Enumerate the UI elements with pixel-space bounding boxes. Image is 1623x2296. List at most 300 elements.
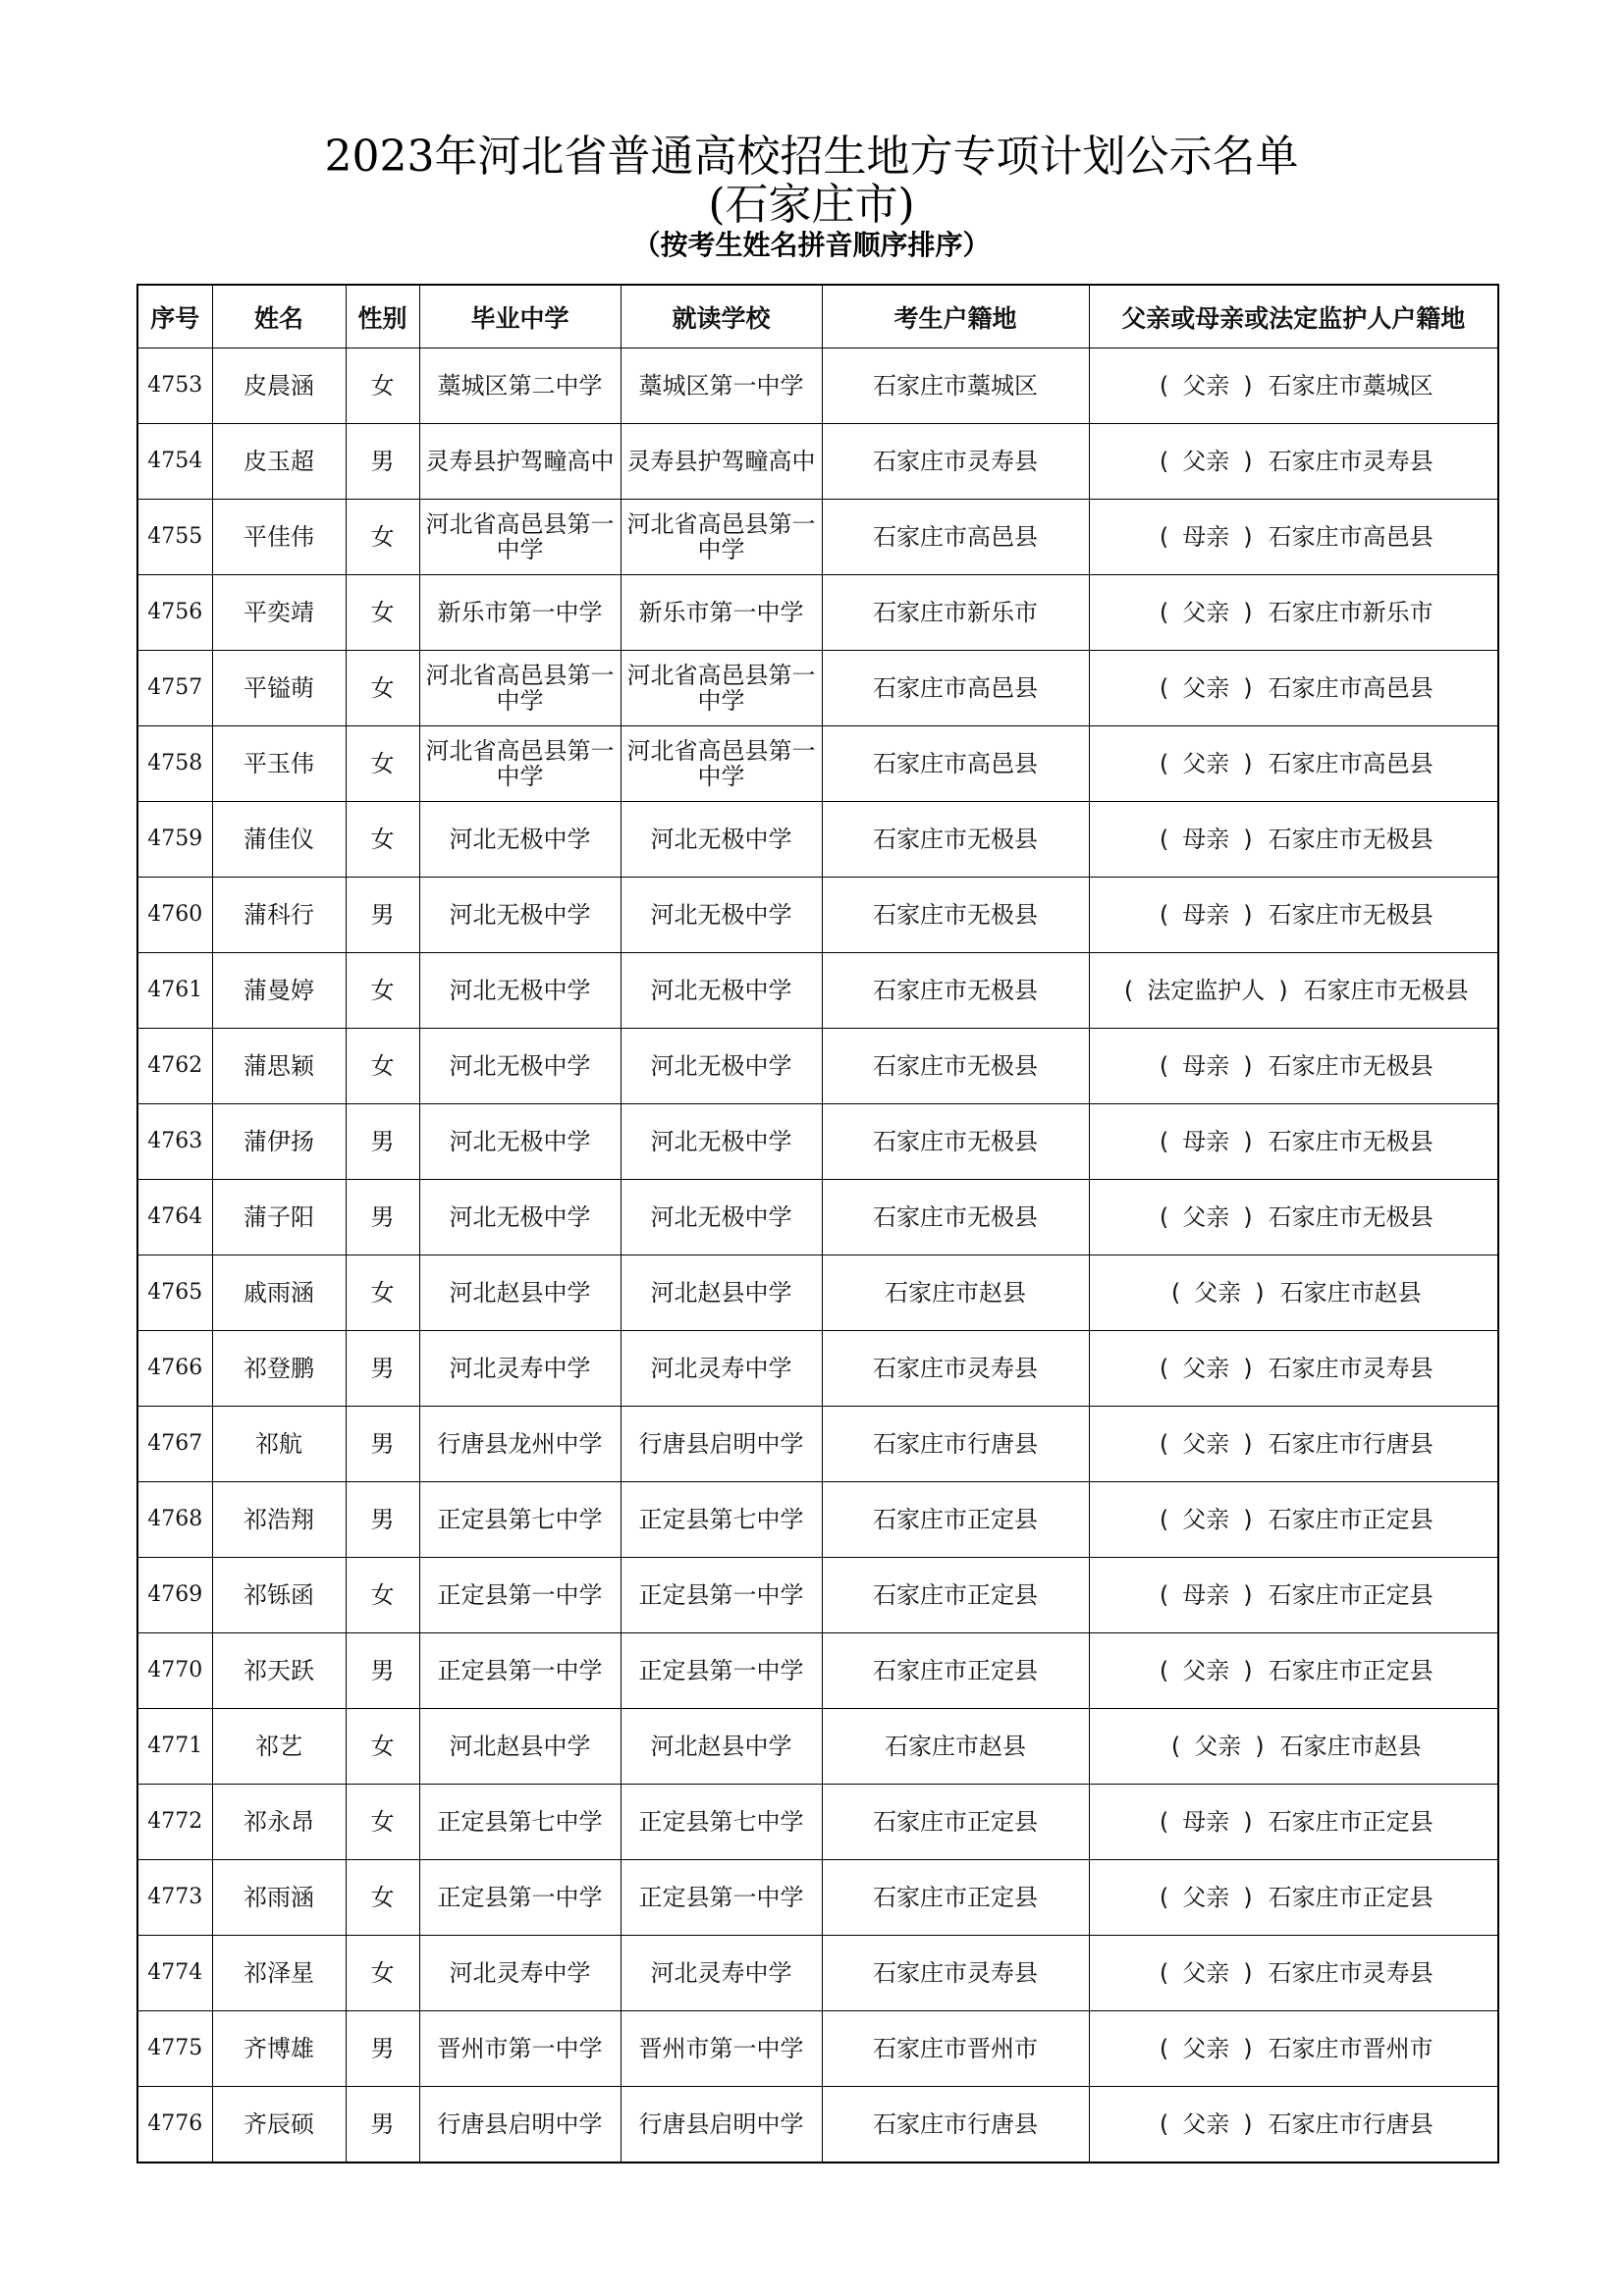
paren-close: )	[1243, 1506, 1253, 1533]
cell-grad-school: 正定县第一中学	[419, 1860, 621, 1936]
guardian-relation: 父亲	[1182, 1506, 1230, 1533]
table-row	[137, 1709, 1498, 1785]
cell-grad-school: 正定县第七中学	[419, 1482, 621, 1558]
cell-name: 平玉伟	[212, 726, 346, 802]
cell-grad-school: 行唐县龙州中学	[419, 1407, 621, 1482]
cell-gender: 女	[346, 1709, 419, 1785]
cell-guardian	[1089, 1104, 1498, 1180]
paren-open: (	[1159, 1884, 1169, 1911]
cell-hukou: 石家庄市赵县	[822, 1255, 1089, 1331]
guardian-relation: 父亲	[1182, 2110, 1230, 2138]
sort-note: （按考生姓名拼音顺序排序）	[632, 229, 991, 261]
table-row	[137, 424, 1498, 500]
cell-gender: 女	[346, 1558, 419, 1633]
guardian-relation: 父亲	[1182, 1959, 1230, 1987]
cell-name: 蒲思颖	[212, 1029, 346, 1104]
paren-close: )	[1243, 1128, 1253, 1155]
cell-gender: 女	[346, 1255, 419, 1331]
paren-open: (	[1159, 1355, 1169, 1382]
paren-open: (	[1159, 674, 1169, 702]
cell-gender: 女	[346, 953, 419, 1029]
cell-current-school: 河北赵县中学	[621, 1709, 822, 1785]
paren-open: (	[1159, 448, 1169, 475]
cell-grad-school: 河北灵寿中学	[419, 1936, 621, 2011]
cell-grad-school: 正定县第一中学	[419, 1558, 621, 1633]
cell-grad-school: 灵寿县护驾疃高中	[419, 424, 621, 500]
cell-hukou: 石家庄市灵寿县	[822, 1331, 1089, 1407]
cell-hukou: 石家庄市高邑县	[822, 500, 1089, 575]
paren-open: (	[1159, 523, 1169, 551]
cell-no: 4772	[137, 1785, 212, 1860]
paren-close: )	[1243, 1959, 1253, 1987]
cell-gender: 男	[346, 1104, 419, 1180]
cell-guardian	[1089, 1331, 1498, 1407]
guardian-relation: 父亲	[1182, 1657, 1230, 1684]
cell-grad-school: 河北省高邑县第一中学	[419, 651, 621, 726]
guardian-relation: 父亲	[1182, 1884, 1230, 1911]
cell-gender: 女	[346, 1785, 419, 1860]
guardian-place: 石家庄市正定县	[1268, 1884, 1434, 1911]
table-row	[137, 726, 1498, 802]
paren-close: )	[1243, 1808, 1253, 1836]
cell-no: 4768	[137, 1482, 212, 1558]
cell-grad-school: 河北无极中学	[419, 1029, 621, 1104]
paren-open: (	[1159, 1808, 1169, 1836]
cell-current-school: 河北无极中学	[621, 802, 822, 878]
paren-open: (	[1159, 599, 1169, 626]
cell-current-school: 正定县第七中学	[621, 1785, 822, 1860]
paren-close: )	[1243, 826, 1253, 853]
paren-close: )	[1243, 1355, 1253, 1382]
cell-grad-school: 新乐市第一中学	[419, 575, 621, 651]
cell-grad-school: 河北灵寿中学	[419, 1331, 621, 1407]
table-row	[137, 1785, 1498, 1860]
cell-grad-school: 河北赵县中学	[419, 1709, 621, 1785]
col-header-hukou: 考生户籍地	[822, 285, 1089, 348]
guardian-place: 石家庄市高邑县	[1268, 750, 1434, 777]
guardian-relation: 母亲	[1182, 1128, 1230, 1155]
col-header-name: 姓名	[212, 285, 346, 348]
cell-hukou: 石家庄市行唐县	[822, 1407, 1089, 1482]
paren-open: (	[1170, 1733, 1181, 1760]
cell-grad-school: 河北赵县中学	[419, 1255, 621, 1331]
guardian-relation: 母亲	[1182, 523, 1230, 551]
paren-close: )	[1243, 523, 1253, 551]
cell-hukou: 石家庄市无极县	[822, 878, 1089, 953]
cell-name: 平佳伟	[212, 500, 346, 575]
table-row	[137, 1558, 1498, 1633]
guardian-place: 石家庄市正定县	[1268, 1506, 1434, 1533]
table-row	[137, 802, 1498, 878]
paren-close: )	[1255, 1733, 1265, 1760]
guardian-relation: 父亲	[1182, 372, 1230, 400]
table-row	[137, 2011, 1498, 2087]
cell-guardian	[1089, 878, 1498, 953]
cell-guardian	[1089, 348, 1498, 424]
cell-name: 祁铄函	[212, 1558, 346, 1633]
paren-open: (	[1159, 1657, 1169, 1684]
cell-guardian	[1089, 1633, 1498, 1709]
cell-hukou: 石家庄市无极县	[822, 953, 1089, 1029]
table-row	[137, 1482, 1498, 1558]
guardian-place: 石家庄市藁城区	[1268, 372, 1434, 400]
guardian-place: 石家庄市晋州市	[1268, 2035, 1434, 2062]
cell-name: 平镒萌	[212, 651, 346, 726]
cell-no: 4765	[137, 1255, 212, 1331]
cell-hukou: 石家庄市正定县	[822, 1860, 1089, 1936]
table-row	[137, 1331, 1498, 1407]
cell-name: 皮玉超	[212, 424, 346, 500]
table-body	[137, 348, 1498, 2163]
cell-name: 祁雨涵	[212, 1860, 346, 1936]
cell-no: 4754	[137, 424, 212, 500]
cell-guardian	[1089, 1860, 1498, 1936]
cell-no: 4763	[137, 1104, 212, 1180]
col-header-current-school: 就读学校	[621, 285, 822, 348]
table-row	[137, 1255, 1498, 1331]
cell-grad-school: 河北省高邑县第一中学	[419, 726, 621, 802]
guardian-relation: 父亲	[1182, 674, 1230, 702]
cell-gender: 男	[346, 1180, 419, 1255]
cell-name: 皮晨涵	[212, 348, 346, 424]
paren-close: )	[1243, 599, 1253, 626]
cell-grad-school: 藁城区第二中学	[419, 348, 621, 424]
cell-current-school: 晋州市第一中学	[621, 2011, 822, 2087]
table-row	[137, 1180, 1498, 1255]
cell-current-school: 正定县第一中学	[621, 1860, 822, 1936]
paren-open: (	[1159, 2110, 1169, 2138]
cell-grad-school: 行唐县启明中学	[419, 2087, 621, 2163]
cell-current-school: 行唐县启明中学	[621, 1407, 822, 1482]
cell-no: 4769	[137, 1558, 212, 1633]
paren-close: )	[1243, 674, 1253, 702]
paren-open: (	[1159, 826, 1169, 853]
cell-gender: 女	[346, 1860, 419, 1936]
cell-grad-school: 正定县第七中学	[419, 1785, 621, 1860]
paren-open: (	[1159, 2035, 1169, 2062]
cell-guardian	[1089, 424, 1498, 500]
cell-name: 蒲曼婷	[212, 953, 346, 1029]
cell-no: 4756	[137, 575, 212, 651]
cell-name: 蒲佳仪	[212, 802, 346, 878]
paren-close: )	[1243, 1052, 1253, 1080]
paren-open: (	[1159, 1959, 1169, 1987]
guardian-place: 石家庄市灵寿县	[1268, 448, 1434, 475]
paren-close: )	[1243, 372, 1253, 400]
guardian-place: 石家庄市无极县	[1268, 826, 1434, 853]
paren-open: (	[1159, 901, 1169, 929]
cell-guardian	[1089, 1255, 1498, 1331]
guardian-place: 石家庄市高邑县	[1268, 523, 1434, 551]
guardian-relation: 父亲	[1182, 750, 1230, 777]
guardian-place: 石家庄市无极县	[1268, 901, 1434, 929]
cell-gender: 女	[346, 651, 419, 726]
paren-open: (	[1159, 1052, 1169, 1080]
cell-no: 4770	[137, 1633, 212, 1709]
page-subtitle-city: (石家庄市)	[708, 180, 915, 230]
guardian-relation: 法定监护人	[1147, 977, 1266, 1004]
cell-current-school: 河北省高邑县第一中学	[621, 726, 822, 802]
guardian-place: 石家庄市正定县	[1268, 1657, 1434, 1684]
cell-no: 4766	[137, 1331, 212, 1407]
cell-guardian	[1089, 726, 1498, 802]
cell-no: 4761	[137, 953, 212, 1029]
table-row	[137, 651, 1498, 726]
guardian-place: 石家庄市无极县	[1268, 1128, 1434, 1155]
cell-name: 祁航	[212, 1407, 346, 1482]
cell-current-school: 河北灵寿中学	[621, 1331, 822, 1407]
cell-gender: 女	[346, 575, 419, 651]
cell-gender: 男	[346, 878, 419, 953]
table-row	[137, 1936, 1498, 2011]
paren-close: )	[1243, 2110, 1253, 2138]
cell-current-school: 河北无极中学	[621, 1104, 822, 1180]
cell-grad-school: 河北无极中学	[419, 1104, 621, 1180]
cell-hukou: 石家庄市高邑县	[822, 651, 1089, 726]
cell-hukou: 石家庄市无极县	[822, 1029, 1089, 1104]
cell-grad-school: 河北无极中学	[419, 802, 621, 878]
guardian-place: 石家庄市行唐县	[1268, 2110, 1434, 2138]
cell-current-school: 河北无极中学	[621, 1029, 822, 1104]
cell-hukou: 石家庄市灵寿县	[822, 1936, 1089, 2011]
cell-no: 4757	[137, 651, 212, 726]
cell-no: 4760	[137, 878, 212, 953]
cell-current-school: 河北无极中学	[621, 1180, 822, 1255]
paren-close: )	[1243, 1430, 1253, 1458]
paren-open: (	[1159, 1430, 1169, 1458]
cell-guardian	[1089, 1180, 1498, 1255]
cell-grad-school: 河北省高邑县第一中学	[419, 500, 621, 575]
guardian-relation: 父亲	[1182, 1355, 1230, 1382]
table-row	[137, 500, 1498, 575]
col-header-grad-school: 毕业中学	[419, 285, 621, 348]
guardian-relation: 母亲	[1182, 826, 1230, 853]
cell-hukou: 石家庄市新乐市	[822, 575, 1089, 651]
cell-guardian	[1089, 1407, 1498, 1482]
guardian-relation: 父亲	[1182, 1203, 1230, 1231]
table-row	[137, 1407, 1498, 1482]
cell-name: 祁浩翔	[212, 1482, 346, 1558]
cell-name: 祁登鹏	[212, 1331, 346, 1407]
cell-guardian	[1089, 802, 1498, 878]
col-header-no: 序号	[137, 285, 212, 348]
paren-open: (	[1123, 977, 1134, 1004]
table-row	[137, 348, 1498, 424]
roster-table	[136, 284, 1499, 2163]
cell-gender: 女	[346, 726, 419, 802]
cell-guardian	[1089, 1785, 1498, 1860]
cell-gender: 男	[346, 2011, 419, 2087]
cell-guardian	[1089, 1936, 1498, 2011]
col-header-guardian: 父亲或母亲或法定监护人户籍地	[1089, 285, 1498, 348]
paren-close: )	[1243, 750, 1253, 777]
table-header	[137, 285, 1498, 348]
paren-close: )	[1255, 1279, 1265, 1307]
cell-current-school: 新乐市第一中学	[621, 575, 822, 651]
guardian-relation: 父亲	[1194, 1279, 1242, 1307]
cell-guardian	[1089, 1029, 1498, 1104]
cell-gender: 女	[346, 1936, 419, 2011]
paren-close: )	[1278, 977, 1288, 1004]
guardian-place: 石家庄市灵寿县	[1268, 1355, 1434, 1382]
cell-hukou: 石家庄市赵县	[822, 1709, 1089, 1785]
paren-close: )	[1243, 1203, 1253, 1231]
guardian-place: 石家庄市高邑县	[1268, 674, 1434, 702]
header-row	[137, 285, 1498, 348]
cell-no: 4762	[137, 1029, 212, 1104]
cell-grad-school: 晋州市第一中学	[419, 2011, 621, 2087]
cell-name: 平奕靖	[212, 575, 346, 651]
cell-name: 祁艺	[212, 1709, 346, 1785]
paren-close: )	[1243, 448, 1253, 475]
guardian-relation: 母亲	[1182, 1581, 1230, 1609]
paren-open: (	[1159, 1506, 1169, 1533]
guardian-relation: 父亲	[1182, 599, 1230, 626]
cell-guardian	[1089, 1558, 1498, 1633]
cell-no: 4764	[137, 1180, 212, 1255]
cell-no: 4771	[137, 1709, 212, 1785]
cell-current-school: 正定县第一中学	[621, 1633, 822, 1709]
paren-close: )	[1243, 1657, 1253, 1684]
guardian-place: 石家庄市正定县	[1268, 1581, 1434, 1609]
cell-hukou: 石家庄市行唐县	[822, 2087, 1089, 2163]
cell-current-school: 灵寿县护驾疃高中	[621, 424, 822, 500]
cell-no: 4776	[137, 2087, 212, 2163]
cell-gender: 女	[346, 348, 419, 424]
paren-open: (	[1159, 1128, 1169, 1155]
cell-gender: 男	[346, 2087, 419, 2163]
paren-close: )	[1243, 1581, 1253, 1609]
cell-name: 祁永昂	[212, 1785, 346, 1860]
paren-open: (	[1170, 1279, 1181, 1307]
guardian-place: 石家庄市无极县	[1303, 977, 1469, 1004]
cell-guardian	[1089, 500, 1498, 575]
cell-current-school: 河北灵寿中学	[621, 1936, 822, 2011]
cell-name: 戚雨涵	[212, 1255, 346, 1331]
cell-current-school: 河北无极中学	[621, 953, 822, 1029]
cell-hukou: 石家庄市正定县	[822, 1558, 1089, 1633]
guardian-place: 石家庄市无极县	[1268, 1052, 1434, 1080]
guardian-relation: 父亲	[1182, 1430, 1230, 1458]
cell-hukou: 石家庄市正定县	[822, 1633, 1089, 1709]
cell-current-school: 河北无极中学	[621, 878, 822, 953]
cell-no: 4759	[137, 802, 212, 878]
guardian-relation: 父亲	[1182, 448, 1230, 475]
cell-name: 齐辰硕	[212, 2087, 346, 2163]
guardian-relation: 母亲	[1182, 901, 1230, 929]
cell-guardian	[1089, 651, 1498, 726]
cell-gender: 男	[346, 1482, 419, 1558]
table-row	[137, 878, 1498, 953]
cell-guardian	[1089, 953, 1498, 1029]
col-header-gender: 性别	[346, 285, 419, 348]
cell-name: 齐博雄	[212, 2011, 346, 2087]
guardian-place: 石家庄市赵县	[1279, 1279, 1422, 1307]
cell-no: 4775	[137, 2011, 212, 2087]
cell-hukou: 石家庄市灵寿县	[822, 424, 1089, 500]
guardian-relation: 母亲	[1182, 1808, 1230, 1836]
cell-guardian	[1089, 2087, 1498, 2163]
guardian-place: 石家庄市正定县	[1268, 1808, 1434, 1836]
cell-guardian	[1089, 1482, 1498, 1558]
cell-gender: 男	[346, 1633, 419, 1709]
paren-close: )	[1243, 1884, 1253, 1911]
guardian-place: 石家庄市新乐市	[1268, 599, 1434, 626]
cell-no: 4773	[137, 1860, 212, 1936]
cell-current-school: 正定县第七中学	[621, 1482, 822, 1558]
cell-grad-school: 正定县第一中学	[419, 1633, 621, 1709]
cell-hukou: 石家庄市无极县	[822, 802, 1089, 878]
cell-name: 祁天跃	[212, 1633, 346, 1709]
guardian-place: 石家庄市灵寿县	[1268, 1959, 1434, 1987]
cell-hukou: 石家庄市正定县	[822, 1482, 1089, 1558]
cell-gender: 女	[346, 1029, 419, 1104]
guardian-place: 石家庄市无极县	[1268, 1203, 1434, 1231]
cell-name: 蒲科行	[212, 878, 346, 953]
table-row	[137, 1029, 1498, 1104]
cell-hukou: 石家庄市藁城区	[822, 348, 1089, 424]
cell-hukou: 石家庄市晋州市	[822, 2011, 1089, 2087]
guardian-place: 石家庄市行唐县	[1268, 1430, 1434, 1458]
table-row	[137, 2087, 1498, 2163]
page-title: 2023年河北省普通高校招生地方专项计划公示名单	[324, 132, 1299, 182]
paren-open: (	[1159, 750, 1169, 777]
cell-hukou: 石家庄市高邑县	[822, 726, 1089, 802]
paren-close: )	[1243, 901, 1253, 929]
cell-gender: 女	[346, 500, 419, 575]
cell-guardian	[1089, 575, 1498, 651]
cell-no: 4753	[137, 348, 212, 424]
paren-close: )	[1243, 2035, 1253, 2062]
cell-hukou: 石家庄市无极县	[822, 1180, 1089, 1255]
guardian-relation: 母亲	[1182, 1052, 1230, 1080]
cell-no: 4774	[137, 1936, 212, 2011]
cell-grad-school: 河北无极中学	[419, 1180, 621, 1255]
cell-grad-school: 河北无极中学	[419, 878, 621, 953]
table-row	[137, 953, 1498, 1029]
cell-gender: 男	[346, 1331, 419, 1407]
guardian-relation: 父亲	[1194, 1733, 1242, 1760]
cell-no: 4755	[137, 500, 212, 575]
paren-open: (	[1159, 372, 1169, 400]
table-row	[137, 1104, 1498, 1180]
cell-current-school: 藁城区第一中学	[621, 348, 822, 424]
cell-current-school: 行唐县启明中学	[621, 2087, 822, 2163]
cell-hukou: 石家庄市无极县	[822, 1104, 1089, 1180]
cell-grad-school: 河北无极中学	[419, 953, 621, 1029]
table-row	[137, 575, 1498, 651]
cell-gender: 男	[346, 1407, 419, 1482]
cell-guardian	[1089, 1709, 1498, 1785]
cell-no: 4758	[137, 726, 212, 802]
cell-name: 蒲子阳	[212, 1180, 346, 1255]
cell-guardian	[1089, 2011, 1498, 2087]
cell-gender: 女	[346, 802, 419, 878]
table-row	[137, 1860, 1498, 1936]
paren-open: (	[1159, 1203, 1169, 1231]
paren-open: (	[1159, 1581, 1169, 1609]
guardian-place: 石家庄市赵县	[1279, 1733, 1422, 1760]
cell-current-school: 正定县第一中学	[621, 1558, 822, 1633]
cell-current-school: 河北赵县中学	[621, 1255, 822, 1331]
cell-hukou: 石家庄市正定县	[822, 1785, 1089, 1860]
cell-name: 祁泽星	[212, 1936, 346, 2011]
cell-no: 4767	[137, 1407, 212, 1482]
cell-current-school: 河北省高邑县第一中学	[621, 651, 822, 726]
cell-name: 蒲伊扬	[212, 1104, 346, 1180]
cell-gender: 男	[346, 424, 419, 500]
table-row	[137, 1633, 1498, 1709]
